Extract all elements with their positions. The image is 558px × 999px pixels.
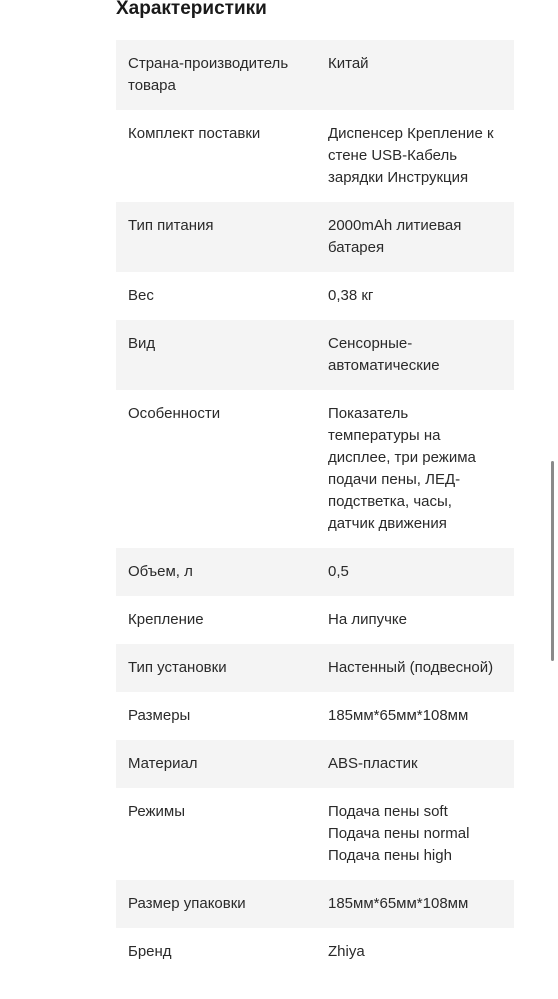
spec-label: Страна-производитель товара: [128, 55, 289, 94]
spec-label: Вес: [128, 287, 154, 304]
spec-label: Размеры: [128, 707, 191, 724]
spec-row-weight: [116, 272, 514, 320]
spec-value: Китай: [328, 55, 369, 72]
spec-label: Бренд: [128, 943, 172, 960]
spec-value: Сенсорные-автоматические: [328, 335, 440, 374]
page-title: Характеристики: [116, 0, 267, 19]
spec-label: Тип питания: [128, 217, 214, 234]
spec-value: 0,38 кг: [328, 287, 374, 304]
spec-value: 185мм*65мм*108мм: [328, 895, 469, 912]
spec-row-package-contents: [116, 110, 514, 202]
spec-value: Настенный (подвесной): [328, 659, 494, 676]
spec-label: Особенности: [128, 405, 221, 422]
spec-label: Объем, л: [128, 563, 193, 580]
spec-row-brand: [116, 928, 514, 976]
spec-row-package-size: [116, 880, 514, 928]
spec-value: 0,5: [328, 563, 349, 580]
spec-label: Режимы: [128, 803, 186, 820]
spec-label: Вид: [128, 335, 156, 352]
spec-value: Zhiya: [328, 943, 365, 960]
spec-row-mounting: [116, 596, 514, 644]
spec-label: Крепление: [128, 611, 204, 628]
spec-label: Комплект поставки: [128, 125, 261, 142]
spec-label: Размер упаковки: [128, 895, 246, 912]
spec-row-installation-type: [116, 644, 514, 692]
spec-value: ABS-пластик: [328, 755, 418, 772]
spec-label: Материал: [128, 755, 198, 772]
spec-row-volume: [116, 548, 514, 596]
spec-row-country: [116, 40, 514, 110]
spec-value: Показатель температуры на дисплее, три режима подачи пены, ЛЕД-подстветка, часы, датчик движения: [328, 405, 476, 532]
spec-value: Подача пены soft Подача пены normal Подача пены high: [328, 803, 470, 864]
spec-value: 2000mAh литиевая батарея: [328, 217, 462, 256]
spec-value: 185мм*65мм*108мм: [328, 707, 469, 724]
spec-label: Тип установки: [128, 659, 227, 676]
spec-row-features: [116, 390, 514, 548]
spec-value: На липучке: [328, 611, 407, 628]
specs-table: [116, 40, 514, 976]
spec-row-dimensions: [116, 692, 514, 740]
spec-row-power-type: [116, 202, 514, 272]
spec-row-kind: [116, 320, 514, 390]
spec-row-modes: [116, 788, 514, 880]
spec-value: Диспенсер Крепление к стене USB-Кабель зарядки Инструкция: [328, 125, 494, 186]
scrollbar[interactable]: [551, 461, 554, 661]
spec-row-material: [116, 740, 514, 788]
